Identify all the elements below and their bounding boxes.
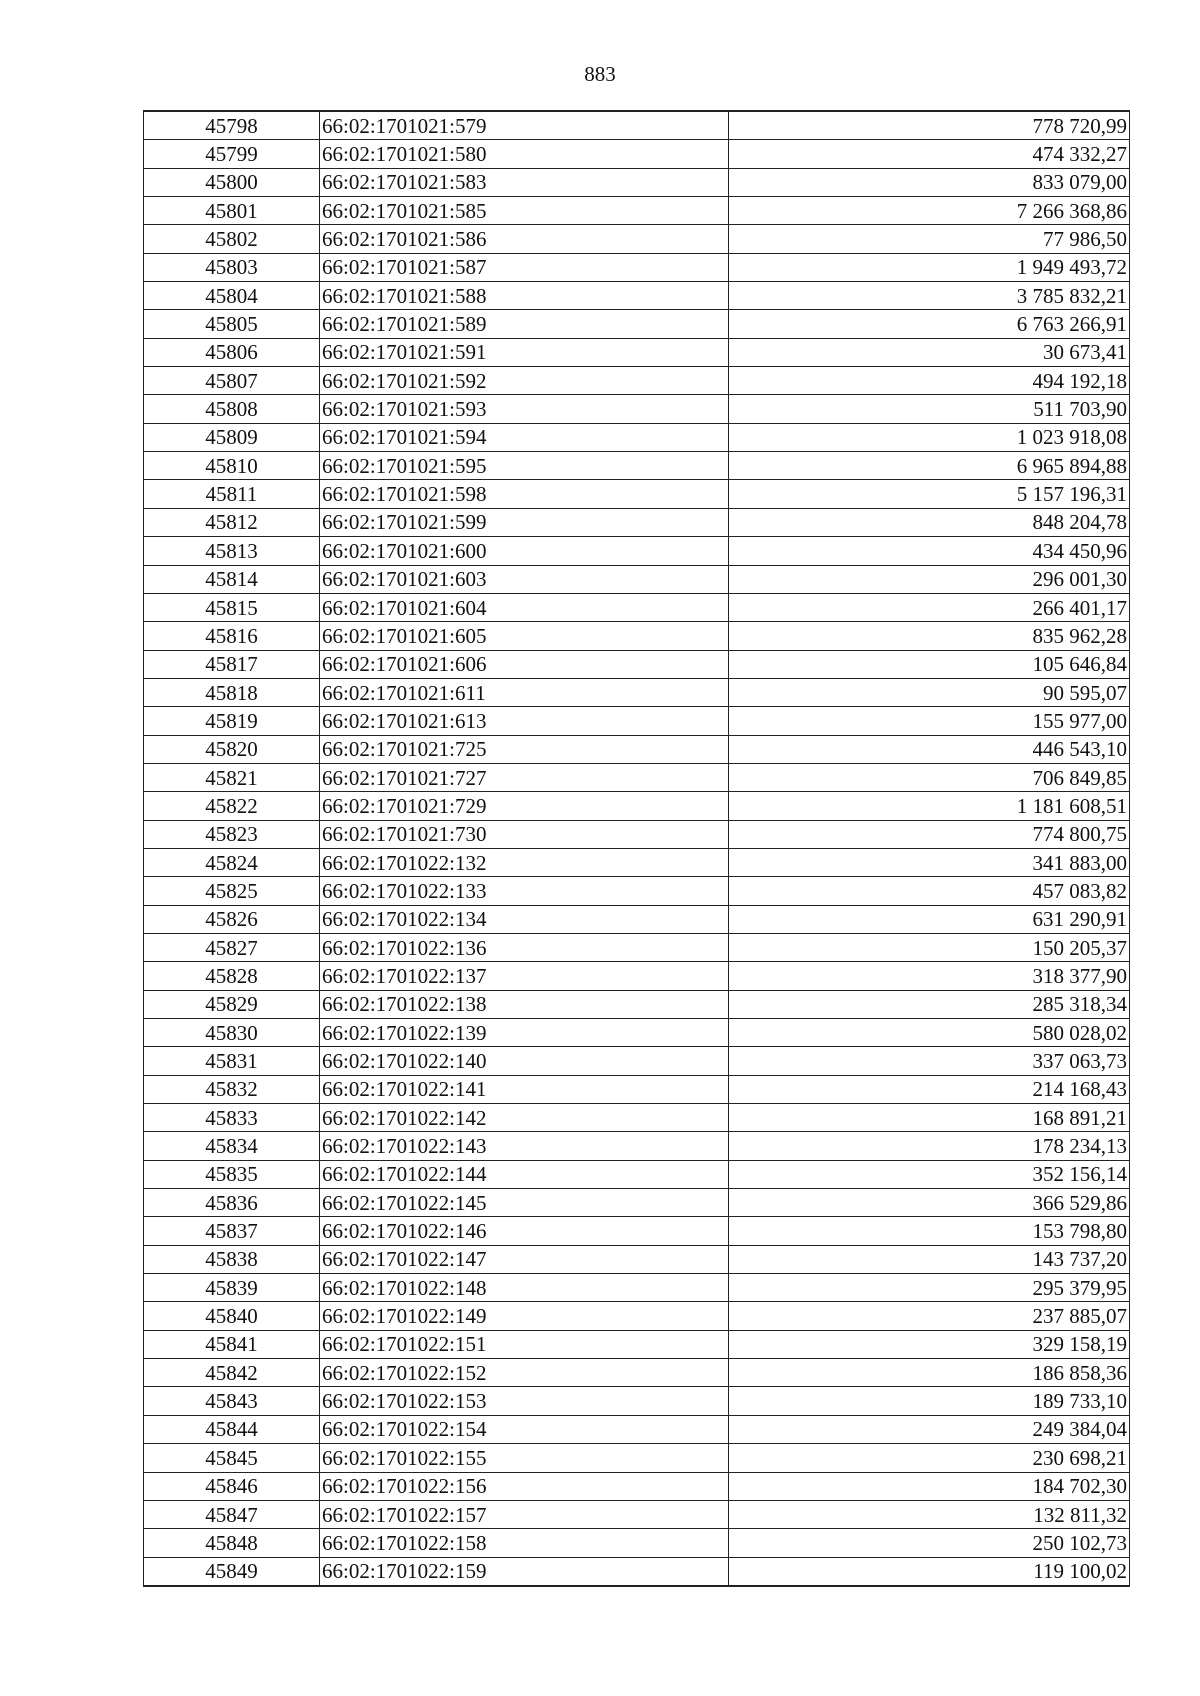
cadastral-value-cell: 3 785 832,21 [729, 282, 1130, 310]
row-number-cell: 45836 [144, 1189, 320, 1217]
cadastral-value-cell: 848 204,78 [729, 508, 1130, 536]
cadastral-value-cell: 778 720,99 [729, 111, 1130, 140]
cadastral-number-cell: 66:02:1701021:588 [320, 282, 729, 310]
row-number-cell: 45806 [144, 338, 320, 366]
row-number-cell: 45844 [144, 1415, 320, 1443]
cadastral-value-cell: 150 205,37 [729, 933, 1130, 961]
cadastral-value-cell: 119 100,02 [729, 1557, 1130, 1586]
cadastral-value-cell: 434 450,96 [729, 537, 1130, 565]
table-row [144, 1529, 1130, 1557]
row-number-cell: 45828 [144, 962, 320, 990]
table-row [144, 933, 1130, 961]
table-row [144, 1387, 1130, 1415]
cadastral-number-cell: 66:02:1701021:725 [320, 735, 729, 763]
row-number-cell: 45817 [144, 650, 320, 678]
cadastral-value-cell: 230 698,21 [729, 1444, 1130, 1472]
cadastral-number-cell: 66:02:1701022:151 [320, 1330, 729, 1358]
table-row [144, 1472, 1130, 1500]
table-row [144, 1330, 1130, 1358]
row-number-cell: 45839 [144, 1274, 320, 1302]
cadastral-number-cell: 66:02:1701022:149 [320, 1302, 729, 1330]
cadastral-value-cell: 318 377,90 [729, 962, 1130, 990]
row-number-cell: 45838 [144, 1245, 320, 1273]
table-row [144, 678, 1130, 706]
cadastral-value-cell: 580 028,02 [729, 1019, 1130, 1047]
row-number-cell: 45824 [144, 848, 320, 876]
row-number-cell: 45803 [144, 253, 320, 281]
row-number-cell: 45840 [144, 1302, 320, 1330]
table-row [144, 1245, 1130, 1273]
row-number-cell: 45830 [144, 1019, 320, 1047]
cadastral-value-cell: 266 401,17 [729, 593, 1130, 621]
cadastral-number-cell: 66:02:1701022:134 [320, 905, 729, 933]
cadastral-number-cell: 66:02:1701021:599 [320, 508, 729, 536]
page-number: 883 [584, 62, 616, 86]
table-row [144, 1500, 1130, 1528]
row-number-cell: 45821 [144, 763, 320, 791]
table-row [144, 253, 1130, 281]
row-number-cell: 45815 [144, 593, 320, 621]
cadastral-number-cell: 66:02:1701021:611 [320, 678, 729, 706]
table-row [144, 310, 1130, 338]
cadastral-number-cell: 66:02:1701022:136 [320, 933, 729, 961]
table-row [144, 1075, 1130, 1103]
cadastral-number-cell: 66:02:1701022:148 [320, 1274, 729, 1302]
row-number-cell: 45846 [144, 1472, 320, 1500]
cadastral-number-cell: 66:02:1701021:586 [320, 225, 729, 253]
cadastral-number-cell: 66:02:1701021:598 [320, 480, 729, 508]
cadastral-number-cell: 66:02:1701021:604 [320, 593, 729, 621]
cadastral-value-cell: 457 083,82 [729, 877, 1130, 905]
cadastral-number-cell: 66:02:1701021:591 [320, 338, 729, 366]
row-number-cell: 45834 [144, 1132, 320, 1160]
cadastral-value-cell: 189 733,10 [729, 1387, 1130, 1415]
cadastral-number-cell: 66:02:1701021:593 [320, 395, 729, 423]
row-number-cell: 45825 [144, 877, 320, 905]
row-number-cell: 45841 [144, 1330, 320, 1358]
cadastral-value-cell: 214 168,43 [729, 1075, 1130, 1103]
cadastral-number-cell: 66:02:1701022:154 [320, 1415, 729, 1443]
table-row [144, 1160, 1130, 1188]
cadastral-number-cell: 66:02:1701022:144 [320, 1160, 729, 1188]
cadastral-number-cell: 66:02:1701022:159 [320, 1557, 729, 1586]
cadastral-number-cell: 66:02:1701021:729 [320, 792, 729, 820]
cadastral-number-cell: 66:02:1701022:147 [320, 1245, 729, 1273]
table-row [144, 905, 1130, 933]
cadastral-value-cell: 296 001,30 [729, 565, 1130, 593]
cadastral-value-cell: 631 290,91 [729, 905, 1130, 933]
cadastral-number-cell: 66:02:1701022:133 [320, 877, 729, 905]
cadastral-number-cell: 66:02:1701021:579 [320, 111, 729, 140]
table-row [144, 140, 1130, 168]
row-number-cell: 45812 [144, 508, 320, 536]
table-row [144, 367, 1130, 395]
cadastral-value-cell: 285 318,34 [729, 990, 1130, 1018]
table-row [144, 1132, 1130, 1160]
cadastral-value-cell: 184 702,30 [729, 1472, 1130, 1500]
cadastral-number-cell: 66:02:1701022:152 [320, 1359, 729, 1387]
row-number-cell: 45835 [144, 1160, 320, 1188]
cadastral-value-cell: 250 102,73 [729, 1529, 1130, 1557]
row-number-cell: 45820 [144, 735, 320, 763]
row-number-cell: 45831 [144, 1047, 320, 1075]
row-number-cell: 45808 [144, 395, 320, 423]
table-row [144, 622, 1130, 650]
row-number-cell: 45819 [144, 707, 320, 735]
cadastral-value-cell: 337 063,73 [729, 1047, 1130, 1075]
table-row [144, 197, 1130, 225]
row-number-cell: 45801 [144, 197, 320, 225]
cadastral-number-cell: 66:02:1701021:583 [320, 168, 729, 196]
cadastral-number-cell: 66:02:1701022:139 [320, 1019, 729, 1047]
cadastral-value-cell: 341 883,00 [729, 848, 1130, 876]
cadastral-value-cell: 352 156,14 [729, 1160, 1130, 1188]
row-number-cell: 45837 [144, 1217, 320, 1245]
table-row [144, 1444, 1130, 1472]
row-number-cell: 45848 [144, 1529, 320, 1557]
table-row [144, 1359, 1130, 1387]
row-number-cell: 45829 [144, 990, 320, 1018]
cadastral-number-cell: 66:02:1701021:589 [320, 310, 729, 338]
row-number-cell: 45818 [144, 678, 320, 706]
cadastral-number-cell: 66:02:1701022:145 [320, 1189, 729, 1217]
table-row [144, 395, 1130, 423]
cadastral-number-cell: 66:02:1701021:613 [320, 707, 729, 735]
cadastral-number-cell: 66:02:1701021:594 [320, 423, 729, 451]
cadastral-value-cell: 5 157 196,31 [729, 480, 1130, 508]
table-row [144, 820, 1130, 848]
table-row [144, 565, 1130, 593]
row-number-cell: 45804 [144, 282, 320, 310]
row-number-cell: 45849 [144, 1557, 320, 1586]
row-number-cell: 45823 [144, 820, 320, 848]
table-row [144, 452, 1130, 480]
table-row [144, 537, 1130, 565]
table-row [144, 1302, 1130, 1330]
table-row [144, 225, 1130, 253]
registry-table-body [144, 111, 1130, 1586]
cadastral-number-cell: 66:02:1701021:587 [320, 253, 729, 281]
cadastral-value-cell: 329 158,19 [729, 1330, 1130, 1358]
cadastral-number-cell: 66:02:1701021:580 [320, 140, 729, 168]
row-number-cell: 45809 [144, 423, 320, 451]
row-number-cell: 45847 [144, 1500, 320, 1528]
cadastral-number-cell: 66:02:1701022:142 [320, 1104, 729, 1132]
table-row [144, 1104, 1130, 1132]
row-number-cell: 45816 [144, 622, 320, 650]
cadastral-value-cell: 178 234,13 [729, 1132, 1130, 1160]
table-row [144, 962, 1130, 990]
cadastral-number-cell: 66:02:1701022:140 [320, 1047, 729, 1075]
row-number-cell: 45842 [144, 1359, 320, 1387]
cadastral-number-cell: 66:02:1701021:606 [320, 650, 729, 678]
table-row [144, 1217, 1130, 1245]
cadastral-number-cell: 66:02:1701021:603 [320, 565, 729, 593]
row-number-cell: 45822 [144, 792, 320, 820]
cadastral-value-cell: 706 849,85 [729, 763, 1130, 791]
registry-table [143, 110, 1130, 1587]
cadastral-number-cell: 66:02:1701021:585 [320, 197, 729, 225]
cadastral-value-cell: 494 192,18 [729, 367, 1130, 395]
cadastral-value-cell: 1 181 608,51 [729, 792, 1130, 820]
row-number-cell: 45813 [144, 537, 320, 565]
cadastral-value-cell: 155 977,00 [729, 707, 1130, 735]
cadastral-value-cell: 474 332,27 [729, 140, 1130, 168]
table-row [144, 1019, 1130, 1047]
cadastral-value-cell: 366 529,86 [729, 1189, 1130, 1217]
cadastral-value-cell: 153 798,80 [729, 1217, 1130, 1245]
cadastral-value-cell: 6 965 894,88 [729, 452, 1130, 480]
cadastral-value-cell: 132 811,32 [729, 1500, 1130, 1528]
cadastral-number-cell: 66:02:1701022:141 [320, 1075, 729, 1103]
table-row [144, 338, 1130, 366]
row-number-cell: 45845 [144, 1444, 320, 1472]
cadastral-number-cell: 66:02:1701021:730 [320, 820, 729, 848]
row-number-cell: 45843 [144, 1387, 320, 1415]
cadastral-number-cell: 66:02:1701022:158 [320, 1529, 729, 1557]
cadastral-value-cell: 186 858,36 [729, 1359, 1130, 1387]
table-row [144, 480, 1130, 508]
cadastral-value-cell: 1 949 493,72 [729, 253, 1130, 281]
cadastral-number-cell: 66:02:1701022:155 [320, 1444, 729, 1472]
cadastral-value-cell: 6 763 266,91 [729, 310, 1130, 338]
cadastral-value-cell: 105 646,84 [729, 650, 1130, 678]
cadastral-value-cell: 295 379,95 [729, 1274, 1130, 1302]
cadastral-number-cell: 66:02:1701021:595 [320, 452, 729, 480]
table-row [144, 168, 1130, 196]
cadastral-number-cell: 66:02:1701022:157 [320, 1500, 729, 1528]
table-row [144, 423, 1130, 451]
table-row [144, 707, 1130, 735]
table-row [144, 508, 1130, 536]
cadastral-value-cell: 7 266 368,86 [729, 197, 1130, 225]
row-number-cell: 45805 [144, 310, 320, 338]
row-number-cell: 45799 [144, 140, 320, 168]
cadastral-value-cell: 90 595,07 [729, 678, 1130, 706]
cadastral-number-cell: 66:02:1701022:138 [320, 990, 729, 1018]
row-number-cell: 45798 [144, 111, 320, 140]
table-row [144, 1189, 1130, 1217]
table-row [144, 1415, 1130, 1443]
row-number-cell: 45814 [144, 565, 320, 593]
row-number-cell: 45827 [144, 933, 320, 961]
table-row [144, 650, 1130, 678]
cadastral-number-cell: 66:02:1701022:137 [320, 962, 729, 990]
table-row [144, 1047, 1130, 1075]
table-row [144, 1557, 1130, 1586]
cadastral-number-cell: 66:02:1701022:132 [320, 848, 729, 876]
cadastral-value-cell: 168 891,21 [729, 1104, 1130, 1132]
table-row [144, 593, 1130, 621]
table-row [144, 848, 1130, 876]
row-number-cell: 45807 [144, 367, 320, 395]
cadastral-value-cell: 835 962,28 [729, 622, 1130, 650]
cadastral-number-cell: 66:02:1701022:146 [320, 1217, 729, 1245]
cadastral-number-cell: 66:02:1701022:143 [320, 1132, 729, 1160]
row-number-cell: 45826 [144, 905, 320, 933]
cadastral-value-cell: 446 543,10 [729, 735, 1130, 763]
table-row [144, 763, 1130, 791]
cadastral-number-cell: 66:02:1701022:153 [320, 1387, 729, 1415]
cadastral-number-cell: 66:02:1701021:727 [320, 763, 729, 791]
row-number-cell: 45800 [144, 168, 320, 196]
row-number-cell: 45802 [144, 225, 320, 253]
cadastral-value-cell: 30 673,41 [729, 338, 1130, 366]
cadastral-number-cell: 66:02:1701021:592 [320, 367, 729, 395]
cadastral-value-cell: 833 079,00 [729, 168, 1130, 196]
row-number-cell: 45832 [144, 1075, 320, 1103]
cadastral-value-cell: 143 737,20 [729, 1245, 1130, 1273]
cadastral-value-cell: 77 986,50 [729, 225, 1130, 253]
cadastral-number-cell: 66:02:1701021:600 [320, 537, 729, 565]
table-row [144, 877, 1130, 905]
cadastral-number-cell: 66:02:1701021:605 [320, 622, 729, 650]
table-row [144, 735, 1130, 763]
cadastral-number-cell: 66:02:1701022:156 [320, 1472, 729, 1500]
table-row [144, 111, 1130, 140]
cadastral-value-cell: 511 703,90 [729, 395, 1130, 423]
row-number-cell: 45811 [144, 480, 320, 508]
cadastral-value-cell: 1 023 918,08 [729, 423, 1130, 451]
cadastral-value-cell: 774 800,75 [729, 820, 1130, 848]
table-row [144, 792, 1130, 820]
row-number-cell: 45833 [144, 1104, 320, 1132]
row-number-cell: 45810 [144, 452, 320, 480]
table-row [144, 990, 1130, 1018]
table-row [144, 282, 1130, 310]
cadastral-value-cell: 249 384,04 [729, 1415, 1130, 1443]
cadastral-value-cell: 237 885,07 [729, 1302, 1130, 1330]
table-row [144, 1274, 1130, 1302]
